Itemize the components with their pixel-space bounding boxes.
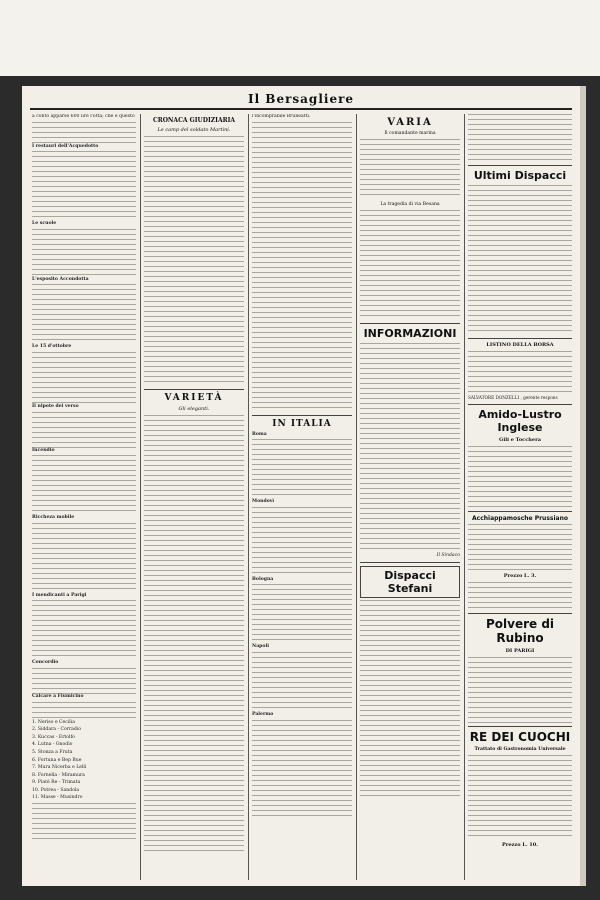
text-block bbox=[468, 185, 572, 335]
text-block bbox=[32, 122, 136, 144]
list-item: 7. Mura Nicerba e Lelli bbox=[32, 765, 87, 771]
separator bbox=[360, 562, 460, 563]
signature: Il Sindaco bbox=[436, 553, 460, 558]
list-item: 8. Fornella - Miramura bbox=[32, 772, 85, 778]
column-divider bbox=[356, 114, 357, 880]
place-heading: Napoli bbox=[252, 644, 269, 650]
separator bbox=[468, 511, 572, 512]
stock-table bbox=[468, 351, 572, 395]
advertisement-title: Polvere di Rubino bbox=[485, 616, 555, 645]
section-heading: CRONACA GIUDIZIARIA bbox=[152, 117, 236, 124]
separator bbox=[468, 338, 572, 339]
list-item: 9. Piatè Re - Trimata bbox=[32, 780, 81, 786]
article-title: Il comandante marina bbox=[384, 131, 436, 136]
list-item: 2. Siddara - Corradio bbox=[32, 727, 82, 733]
subheading: Incendio bbox=[32, 447, 55, 453]
list-item: 11. Masse - Musindro bbox=[32, 795, 83, 801]
column-5 bbox=[468, 114, 572, 880]
list-item: 1. Neriso e Cecilia bbox=[32, 719, 75, 725]
article-title: Le camp del soldato Martini. bbox=[157, 127, 231, 133]
section-heading: IN ITALIA bbox=[272, 418, 332, 429]
column-2 bbox=[144, 114, 244, 880]
section-heading: INFORMAZIONI bbox=[363, 327, 457, 340]
subheading: Le 15 d'ottobre bbox=[32, 344, 72, 350]
text-block bbox=[32, 668, 136, 694]
text-block bbox=[32, 229, 136, 277]
text-block bbox=[360, 600, 460, 800]
advertisement-title: Acchiappamosche Prussiano bbox=[472, 514, 568, 522]
subheading: Concordio bbox=[32, 660, 59, 666]
text-block bbox=[252, 652, 352, 712]
separator bbox=[468, 726, 572, 727]
text-block bbox=[468, 755, 572, 839]
text-block bbox=[468, 582, 572, 610]
advertisement-subtitle: Trattato di Gastronomia Universale bbox=[474, 746, 566, 752]
place-heading: Palermo bbox=[252, 711, 274, 717]
masthead: Il Bersagliere bbox=[247, 92, 355, 106]
list-item: 6. Fortuna e Bep Bue bbox=[32, 757, 82, 763]
separator bbox=[468, 404, 572, 405]
place-heading: Mondovì bbox=[252, 499, 275, 505]
text-block bbox=[32, 455, 136, 515]
text-block bbox=[252, 584, 352, 644]
text-block bbox=[32, 803, 136, 843]
column-3 bbox=[252, 114, 352, 880]
text-block bbox=[252, 720, 352, 820]
place-heading: Roma bbox=[252, 431, 267, 437]
responsible-editor: SALVATORE DONZELLI , gerente respons bbox=[468, 395, 558, 400]
section-heading: Ultimi Dispacci bbox=[473, 169, 567, 182]
text-block bbox=[252, 507, 352, 577]
subheading: Calcare a Fiumicino bbox=[32, 693, 84, 699]
separator bbox=[252, 415, 352, 416]
subheading: L'esposito Accondotta bbox=[32, 276, 89, 282]
text-block bbox=[468, 524, 572, 570]
text-block bbox=[144, 415, 244, 855]
advertisement-subtitle: DI PARIGI bbox=[505, 647, 535, 654]
text-block bbox=[468, 657, 572, 723]
advertisement-price: Prezzo L. 10. bbox=[501, 841, 539, 848]
subheading: Riccheza mobile bbox=[32, 515, 75, 521]
subheading: I mendicanti a Parigi bbox=[32, 592, 87, 598]
text-block bbox=[360, 139, 460, 199]
text-block bbox=[468, 446, 572, 508]
separator bbox=[144, 389, 244, 390]
program-list bbox=[32, 720, 136, 802]
subheading: I restauri dell'Acquedotto bbox=[32, 143, 99, 149]
text-block bbox=[32, 702, 136, 720]
table-title: LISTINO DELLA BORSA bbox=[486, 342, 554, 348]
column-4 bbox=[360, 114, 460, 880]
section-heading: VARIETÀ bbox=[164, 393, 224, 403]
text-block bbox=[32, 284, 136, 344]
column-divider bbox=[464, 114, 465, 880]
separator bbox=[468, 165, 572, 166]
article-title: Gli eleganti. bbox=[178, 406, 210, 412]
text-block bbox=[32, 600, 136, 660]
subheading: Il nipote dei verso bbox=[32, 403, 79, 409]
text-block bbox=[144, 136, 244, 386]
text-block bbox=[360, 343, 460, 553]
text-block bbox=[32, 352, 136, 404]
list-item: 5. Stonza a Fruta bbox=[32, 749, 73, 755]
paragraph-lead: a conto apparse 600 lire l'otta; che è questo bbox=[32, 114, 135, 119]
text-block bbox=[32, 151, 136, 221]
list-item: 3. Kuccas - Ertolfo bbox=[32, 734, 75, 740]
separator bbox=[468, 613, 572, 614]
advertisement-price: Prezzo L. 3. bbox=[503, 572, 537, 579]
section-heading: Dispacci Stefani bbox=[360, 566, 460, 598]
section-heading: VARIA bbox=[387, 117, 433, 128]
text-block bbox=[32, 412, 136, 448]
column-1 bbox=[32, 114, 136, 880]
newspaper-page bbox=[22, 86, 580, 886]
text-block bbox=[468, 114, 572, 162]
column-divider bbox=[140, 114, 141, 880]
text-block bbox=[32, 523, 136, 593]
article-title: La tragedia di via Besana bbox=[380, 202, 440, 207]
column-divider bbox=[248, 114, 249, 880]
list-item: 10. Potrea - Sandola bbox=[32, 787, 80, 793]
text-block bbox=[360, 210, 460, 320]
advertisement-title: Amido-Lustro Inglese bbox=[478, 407, 562, 434]
advertisement-title: RE DEI CUOCHI bbox=[469, 729, 571, 744]
text-block bbox=[252, 439, 352, 499]
separator bbox=[360, 323, 460, 324]
place-heading: Bologna bbox=[252, 576, 274, 582]
masthead-rule bbox=[30, 108, 572, 110]
advertisement-subtitle: Gili e Tocchera bbox=[499, 436, 541, 443]
paragraph-lead: l'incomprabile Bruneatti. bbox=[252, 114, 311, 119]
previous-page-strip bbox=[0, 0, 600, 76]
text-block bbox=[252, 122, 352, 412]
list-item: 4. Lutna - Gnodio bbox=[32, 742, 73, 748]
subheading: Le scuole bbox=[32, 221, 57, 227]
